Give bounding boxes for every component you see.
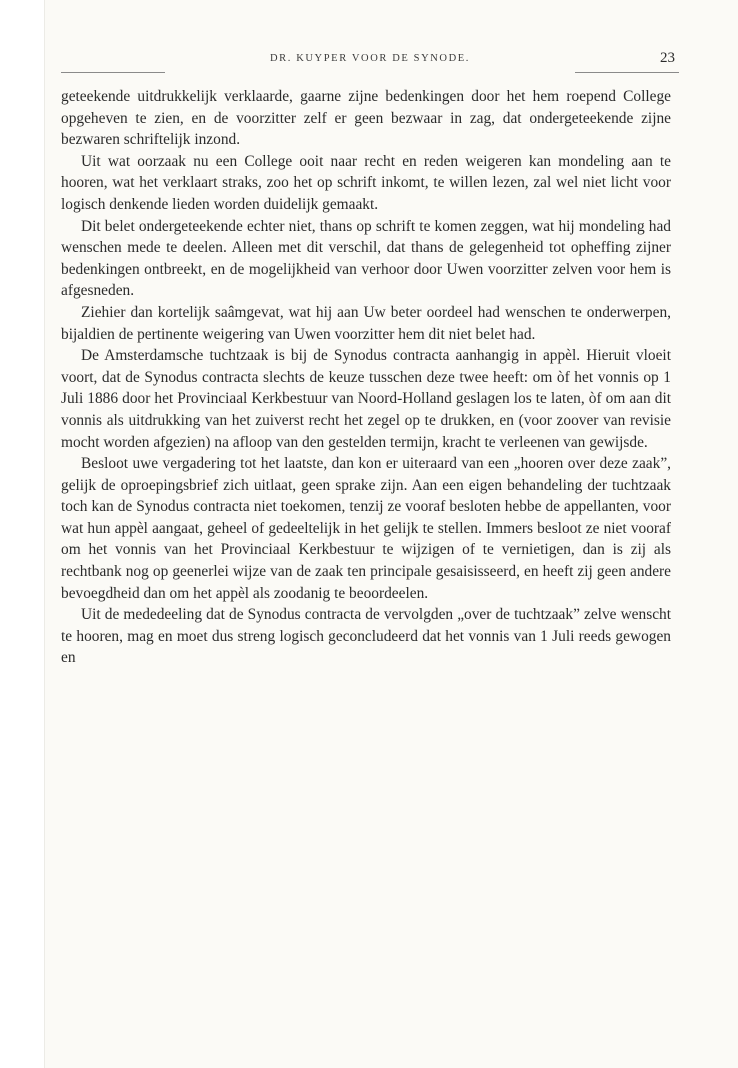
running-header [61, 50, 679, 74]
paragraph: Uit wat oorzaak nu een College ooit naar recht en reden weigeren kan mondeling aan te hooren, wat het verklaart straks, zoo het op schrift inkomt, te willen lezen, zal wel niet licht voor logisch denkende lieden worden duidelijk gemaakt. [61, 152, 671, 213]
book-page [44, 0, 738, 1068]
paragraph: Uit de mededeeling dat de Synodus contracta de vervolgden „over de tuchtzaak” zelve wenscht te hooren, mag en moet dus streng logisch geconcludeerd dat het vonnis van 1 Juli reeds gewogen en [61, 606, 671, 667]
page-number: 23 [660, 50, 675, 66]
paragraph: Dit belet ondergeteekende echter niet, thans op schrift te komen zeggen, wat hij mondeling had wenschen mede te deelen. Alleen met dit verschil, dat thans de gelegenheid tot opheffing zijner bedenkingen ontbreekt, en de mogelijkheid van verhoor door Uwen voorzitter zelven voor hem is afgesneden. [61, 217, 671, 300]
header-rule-left [61, 72, 165, 73]
running-title: DR. KUYPER VOOR DE SYNODE. [269, 53, 471, 64]
paragraph: geteekende uitdrukkelijk verklaarde, gaarne zijne bedenkingen door het hem roepend College opgeheven te zien, en de voorzitter zelf er geen bezwaar in zag, dat ondergeteekende zijne bezwaren schriftelijk inzond. [61, 88, 671, 149]
header-rule-right [575, 72, 679, 73]
paragraph: Ziehier dan kortelijk saâmgevat, wat hij aan Uw beter oordeel had wenschen te onderwerpen, bijaldien de pertinente weigering van Uwen voorzitter hem dit niet belet had. [61, 303, 671, 343]
body-text [61, 86, 671, 669]
paragraph: Besloot uwe vergadering tot het laatste, dan kon er uiteraard van een „hooren over deze zaak”, gelijk de oproepingsbrief zich uitlaat, geen sprake zijn. Aan een eigen behandeling der tuchtzaak toch kan de Synodus contracta niet toekomen, tenzij ze vooraf besloten hebbe de appellanten, voor wat hun appèl aangaat, geheel of gedeeltelijk in het gelijk te stellen. Immers besloot ze niet vooraf om het vonnis van het Provinciaal Kerkbestuur te wijzigen of te vernietigen, dan is zij als rechtbank nog op geenerlei wijze van de zaak ten principale gesaisisseerd, en heeft zij geen andere bevoegdheid dan om het appèl als zoodanig te beoordeelen. [61, 455, 671, 602]
paragraph: De Amsterdamsche tuchtzaak is bij de Synodus contracta aanhangig in appèl. Hieruit vloeit voort, dat de Synodus contracta slechts de keuze tusschen deze twee heeft: om òf het vonnis op 1 Juli 1886 door het Provinciaal Kerkbestuur van Noord-Holland geslagen los te laten, òf om aan dit vonnis als uitdrukking van het zuiverst recht het zegel op te drukken, en (voor zoover van revisie mocht worden afgezien) na afloop van den gestelden termijn, kracht te verleenen van gewijsde. [61, 347, 671, 451]
